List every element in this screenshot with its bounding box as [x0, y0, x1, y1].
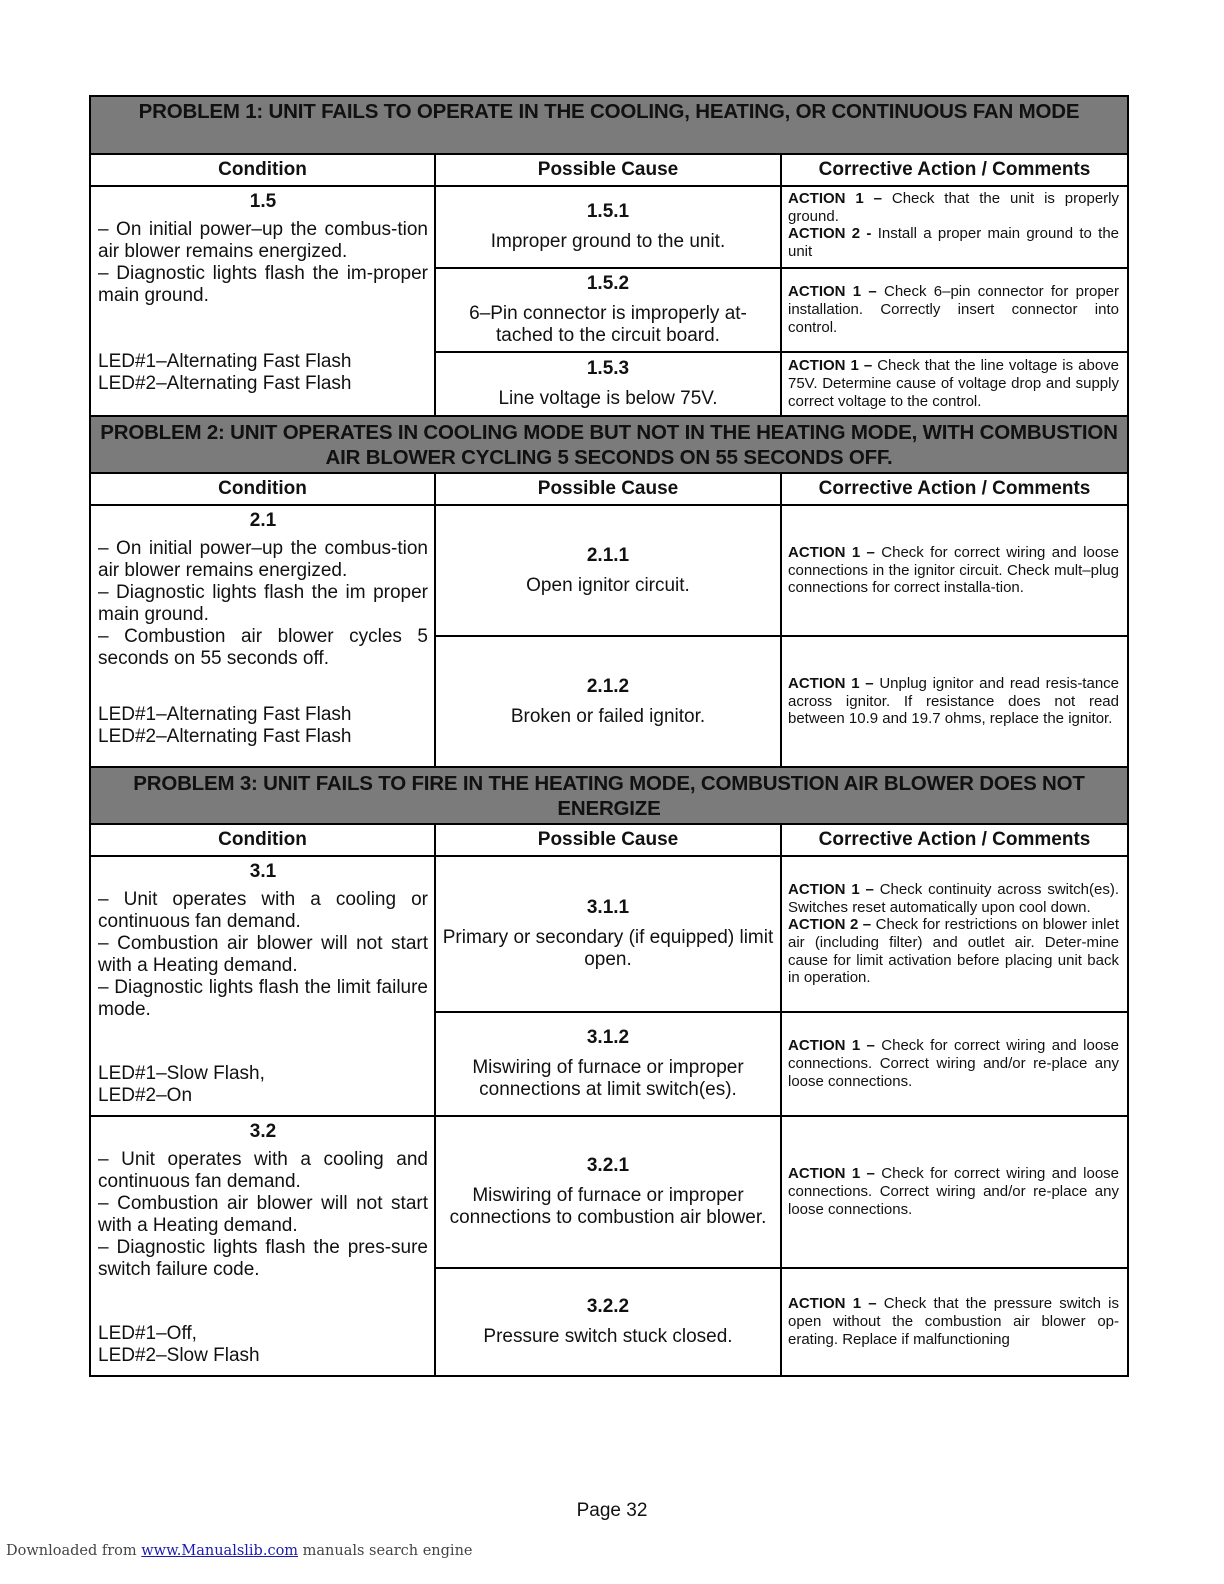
action-label: ACTION 1 –: [788, 674, 874, 692]
cause-number: 2.1.2: [586, 675, 630, 697]
condition-line: – Diagnostic lights flash the im-proper main ground.: [98, 263, 428, 306]
problem-title: PROBLEM 2: UNIT OPERATES IN COOLING MODE BUT NOT IN THE HEATING MODE, WITH COMBUSTION AIR BLOWER CYCLING 5 SECONDS ON 55 SECONDS OFF.: [90, 416, 1128, 473]
problem-title: PROBLEM 3: UNIT FAILS TO FIRE IN THE HEATING MODE, COMBUSTION AIR BLOWER DOES NOT ENERGIZE: [90, 767, 1128, 824]
led-status: LED#1–Off,: [98, 1323, 197, 1344]
action-text: Check that the line voltage is above 75V. Determine cause of voltage drop and supply correct voltage to the control.: [788, 357, 1120, 410]
action-label: ACTION 1 –: [788, 1037, 875, 1055]
cause-cell: [435, 856, 781, 1012]
cause-cell: [435, 1116, 781, 1268]
led-status: LED#2–Slow Flash: [98, 1345, 260, 1366]
header-cause: Possible Cause: [435, 473, 781, 505]
action-text: Check for correct wiring and loose connections in the ignitor circuit. Check mult–plug connections for correct installa-tion.: [788, 543, 1119, 597]
condition-line: – Diagnostic lights flash the limit failure mode.: [98, 977, 428, 1020]
condition-line: – Diagnostic lights flash the im proper main ground.: [98, 582, 428, 625]
header-action: Corrective Action / Comments: [781, 154, 1128, 186]
action-text: Check for correct wiring and loose connections. Correct wiring and/or re-place any loose connections.: [788, 1165, 1119, 1218]
cause-text: Pressure switch stuck closed.: [483, 1326, 733, 1347]
condition-line: – Combustion air blower cycles 5 seconds on 55 seconds off.: [98, 626, 428, 669]
condition-cell: [90, 505, 435, 767]
cause-text: Improper ground to the unit.: [490, 231, 726, 252]
condition-line: – Combustion air blower will not start with a Heating demand.: [98, 933, 428, 976]
cause-number: 3.2.2: [586, 1296, 630, 1317]
condition-cell: [90, 856, 435, 1116]
cause-text: Open ignitor circuit.: [526, 574, 690, 596]
condition-line: – On initial power–up the combus-tion air blower remains energized.: [98, 219, 428, 262]
cause-cell: [435, 352, 781, 416]
action-label: ACTION 1 –: [788, 880, 874, 898]
action-text: Check that the pressure switch is open without the combustion air blower op-erating. Replace if malfunctioning: [788, 1295, 1120, 1348]
action-cell: [781, 636, 1128, 767]
condition-line: – Diagnostic lights flash the pres-sure switch failure code.: [98, 1237, 428, 1280]
action-text: Install a proper main ground to the unit: [788, 225, 1120, 261]
led-status: LED#2–Alternating Fast Flash: [98, 373, 352, 394]
cause-number: 1.5.3: [586, 358, 630, 379]
cause-cell: [435, 1012, 781, 1116]
action-text: Check for correct wiring and loose connections. Correct wiring and/or re-place any loose connections.: [788, 1037, 1119, 1090]
condition-number: 2.1: [249, 510, 277, 531]
action-cell: [781, 1116, 1128, 1268]
footer-suffix: manuals search engine: [298, 1543, 473, 1559]
footer-prefix: Downloaded from: [6, 1543, 142, 1559]
cause-number: 3.2.1: [586, 1155, 630, 1176]
download-footer: [6, 1543, 473, 1559]
led-status: LED#2–On: [98, 1085, 193, 1106]
cause-text: 6–Pin connector is improperly at-tached to the circuit board.: [469, 303, 747, 346]
action-label: ACTION 1 –: [788, 190, 882, 207]
action-cell: [781, 352, 1128, 416]
header-condition: Condition: [90, 154, 435, 186]
cause-number: 1.5.2: [586, 273, 630, 294]
action-label: ACTION 2 -: [788, 225, 872, 243]
action-cell: [781, 856, 1128, 1012]
action-label: ACTION 1 –: [788, 1295, 877, 1313]
action-label: ACTION 1 –: [788, 357, 873, 375]
condition-line: – Unit operates with a cooling or continuous fan demand.: [98, 889, 428, 932]
cause-text: Line voltage is below 75V.: [498, 388, 718, 409]
header-action: Corrective Action / Comments: [781, 473, 1128, 505]
problem-title: PROBLEM 1: UNIT FAILS TO OPERATE IN THE COOLING, HEATING, OR CONTINUOUS FAN MODE: [90, 96, 1128, 154]
troubleshooting-table: [89, 95, 1129, 1377]
condition-line: – Combustion air blower will not start with a Heating demand.: [98, 1193, 428, 1236]
condition-number: 3.2: [249, 1121, 277, 1142]
action-text: Check continuity across switch(es). Switches reset automatically upon cool down.: [788, 880, 1119, 916]
page-number: Page 32: [576, 1500, 648, 1521]
action-cell: [781, 186, 1128, 268]
condition-number: 3.1: [249, 861, 277, 882]
condition-line: – On initial power–up the combus-tion air blower remains energized.: [98, 538, 428, 581]
cause-number: 3.1.2: [586, 1027, 630, 1048]
cause-cell: [435, 636, 781, 767]
cause-text: Miswiring of furnace or improper connections at limit switch(es).: [472, 1057, 744, 1100]
action-cell: [781, 505, 1128, 636]
header-action: Corrective Action / Comments: [781, 824, 1128, 856]
header-cause: Possible Cause: [435, 824, 781, 856]
action-label: ACTION 1 –: [788, 1165, 875, 1183]
header-condition: Condition: [90, 473, 435, 505]
action-text: Check that the unit is properly ground.: [788, 190, 1119, 225]
action-label: ACTION 1 –: [788, 543, 875, 561]
condition-cell: [90, 1116, 435, 1376]
led-status: LED#1–Alternating Fast Flash: [98, 351, 352, 372]
action-label: ACTION 2 –: [788, 916, 872, 934]
cause-text: Primary or secondary (if equipped) limit open.: [442, 927, 774, 970]
cause-number: 1.5.1: [586, 201, 630, 222]
action-text: Check 6–pin connector for proper installation. Correctly insert connector into control.: [788, 283, 1120, 336]
action-cell: [781, 1268, 1128, 1376]
cause-number: 2.1.1: [586, 544, 630, 566]
cause-cell: [435, 186, 781, 268]
cause-text: Miswiring of furnace or improper connections to combustion air blower.: [449, 1185, 767, 1228]
header-condition: Condition: [90, 824, 435, 856]
cause-text: Broken or failed ignitor.: [510, 705, 706, 727]
led-status: LED#2–Alternating Fast Flash: [98, 726, 352, 747]
cause-cell: [435, 268, 781, 352]
cause-cell: [435, 505, 781, 636]
action-label: ACTION 1 –: [788, 283, 877, 301]
condition-line: – Unit operates with a cooling and continuous fan demand.: [98, 1149, 428, 1192]
manualslib-link[interactable]: www.Manualslib.com: [141, 1543, 299, 1559]
cause-cell: [435, 1268, 781, 1376]
action-text: Unplug ignitor and read resis-tance across ignitor. If resistance does not read between 10.9 and 19.7 ohms, replace the ignitor.: [788, 674, 1120, 728]
condition-cell: [90, 186, 435, 416]
led-status: LED#1–Slow Flash,: [98, 1063, 265, 1084]
led-status: LED#1–Alternating Fast Flash: [98, 704, 352, 725]
condition-number: 1.5: [249, 191, 277, 212]
action-cell: [781, 1012, 1128, 1116]
header-cause: Possible Cause: [435, 154, 781, 186]
action-cell: [781, 268, 1128, 352]
cause-number: 3.1.1: [586, 897, 630, 918]
action-text: Check for restrictions on blower inlet air (including filter) and outlet air. Deter-mine cause for limit activation before placing unit back in operation.: [788, 916, 1119, 987]
